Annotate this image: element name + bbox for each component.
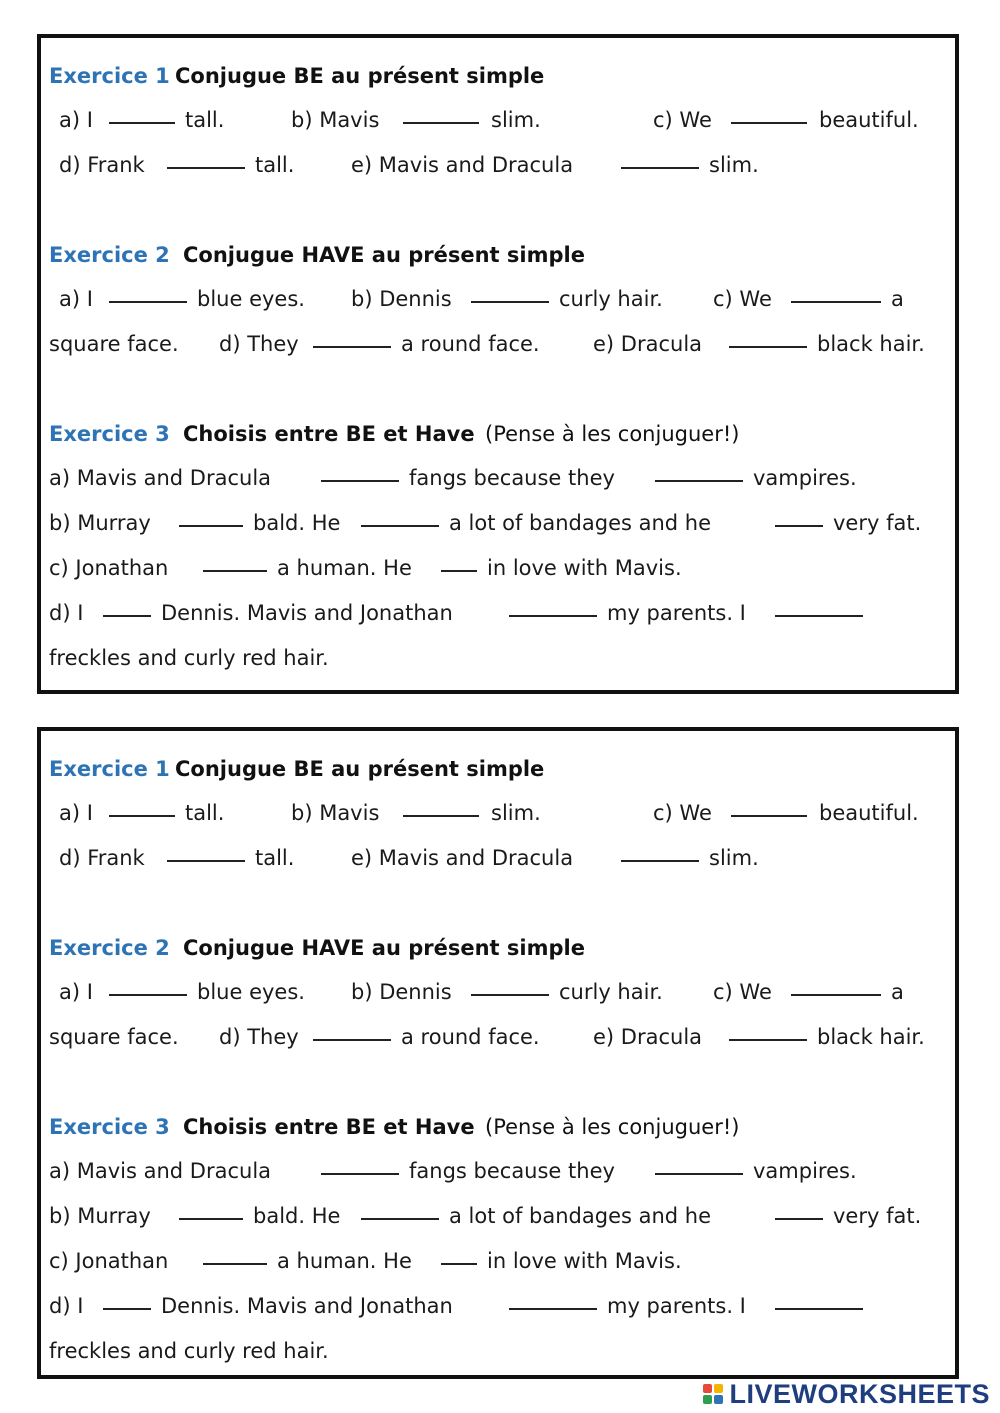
prompt-text: e) Dracula [593, 1025, 703, 1049]
prompt-text: a) Mavis and Dracula [49, 466, 272, 490]
answer-blank[interactable] [313, 1021, 391, 1041]
prompt-text: tall. [185, 108, 225, 132]
answer-blank[interactable] [441, 1245, 477, 1265]
exercise-3-heading [49, 1111, 947, 1143]
prompt-text: d) Frank [59, 846, 145, 870]
prompt-text: freckles and curly red hair. [49, 646, 329, 670]
answer-blank[interactable] [775, 1290, 863, 1310]
answer-blank[interactable] [167, 149, 245, 169]
prompt-text: freckles and curly red hair. [49, 1339, 329, 1363]
exercise-2-label: Exercice 2 [49, 936, 170, 960]
exercise-2-heading [49, 239, 947, 271]
answer-blank[interactable] [775, 1200, 823, 1220]
answer-blank[interactable] [179, 507, 243, 527]
liveworksheets-brand: LIVEWORKSHEETS [729, 1378, 990, 1409]
prompt-text: d) I [49, 601, 84, 625]
answer-blank[interactable] [621, 149, 699, 169]
answer-blank[interactable] [403, 797, 479, 817]
prompt-text: beautiful. [819, 801, 919, 825]
prompt-text: fangs because they [409, 466, 615, 490]
prompt-text: e) Dracula [593, 332, 703, 356]
prompt-text: a human. He [277, 556, 412, 580]
answer-blank[interactable] [729, 1021, 807, 1041]
exercise-1-line-1 [49, 797, 947, 829]
prompt-text: a human. He [277, 1249, 412, 1273]
exercise-3-title: Choisis entre BE et Have [183, 1115, 475, 1139]
answer-blank[interactable] [361, 1200, 439, 1220]
exercise-3-heading [49, 418, 947, 450]
answer-blank[interactable] [729, 328, 807, 348]
answer-blank[interactable] [321, 1155, 399, 1175]
prompt-text: vampires. [753, 1159, 857, 1183]
prompt-text: blue eyes. [197, 980, 305, 1004]
answer-blank[interactable] [109, 283, 187, 303]
prompt-text: black hair. [817, 1025, 925, 1049]
exercise-3-note: (Pense à les conjuguer!) [485, 1115, 740, 1139]
prompt-text: b) Mavis [291, 108, 380, 132]
prompt-text: vampires. [753, 466, 857, 490]
prompt-text: a lot of bandages and he [449, 511, 712, 535]
exercise-3-line-a [49, 1155, 947, 1187]
exercise-2-title: Conjugue HAVE au présent simple [183, 936, 585, 960]
prompt-text: blue eyes. [197, 287, 305, 311]
prompt-text: tall. [255, 846, 295, 870]
prompt-text: very fat. [833, 511, 922, 535]
exercise-3-line-b [49, 507, 947, 539]
exercise-1-label: Exercice 1 [49, 64, 170, 88]
exercise-2-line-2 [49, 1021, 947, 1053]
prompt-text: a) I [59, 801, 93, 825]
answer-blank[interactable] [791, 976, 881, 996]
prompt-text: c) Jonathan [49, 556, 169, 580]
exercise-3-note: (Pense à les conjuguer!) [485, 422, 740, 446]
answer-blank[interactable] [621, 842, 699, 862]
prompt-text: c) We [653, 108, 712, 132]
prompt-text: black hair. [817, 332, 925, 356]
exercise-1-heading [49, 60, 947, 92]
logo-square-icon [714, 1395, 723, 1404]
exercise-2-title: Conjugue HAVE au présent simple [183, 243, 585, 267]
prompt-text: e) Mavis and Dracula [351, 846, 574, 870]
prompt-text: fangs because they [409, 1159, 615, 1183]
exercise-2-line-2 [49, 328, 947, 360]
prompt-text: a) I [59, 287, 93, 311]
prompt-text: c) Jonathan [49, 1249, 169, 1273]
answer-blank[interactable] [313, 328, 391, 348]
prompt-text: c) We [713, 287, 772, 311]
logo-square-icon [703, 1395, 712, 1404]
answer-blank[interactable] [167, 842, 245, 862]
prompt-text: d) Frank [59, 153, 145, 177]
answer-blank[interactable] [103, 597, 151, 617]
exercise-3-label: Exercice 3 [49, 1115, 170, 1139]
prompt-text: slim. [491, 801, 541, 825]
prompt-text: d) They [219, 332, 299, 356]
answer-blank[interactable] [731, 104, 807, 124]
prompt-text: b) Murray [49, 511, 151, 535]
answer-blank[interactable] [203, 552, 267, 572]
prompt-text: in love with Mavis. [487, 556, 682, 580]
prompt-text: b) Dennis [351, 287, 452, 311]
exercise-1-title: Conjugue BE au présent simple [175, 64, 545, 88]
exercise-3-line-e [49, 642, 947, 674]
exercise-1-line-2 [49, 842, 947, 874]
answer-blank[interactable] [403, 104, 479, 124]
prompt-text: d) I [49, 1294, 84, 1318]
prompt-text: bald. He [253, 1204, 341, 1228]
prompt-text: square face. [49, 1025, 179, 1049]
exercise-3-line-c [49, 1245, 947, 1277]
answer-blank[interactable] [109, 104, 175, 124]
exercise-3-line-e [49, 1335, 947, 1367]
answer-blank[interactable] [775, 507, 823, 527]
answer-blank[interactable] [109, 976, 187, 996]
prompt-text: my parents. I [607, 1294, 746, 1318]
prompt-text: a [891, 980, 904, 1004]
logo-square-icon [714, 1384, 723, 1393]
worksheet-card-1 [37, 34, 959, 694]
exercise-1-label: Exercice 1 [49, 757, 170, 781]
prompt-text: a) I [59, 980, 93, 1004]
exercise-2-heading [49, 932, 947, 964]
answer-blank[interactable] [103, 1290, 151, 1310]
answer-blank[interactable] [655, 1155, 743, 1175]
exercise-2-line-1 [49, 283, 947, 315]
prompt-text: curly hair. [559, 287, 663, 311]
answer-blank[interactable] [109, 797, 175, 817]
answer-blank[interactable] [775, 597, 863, 617]
prompt-text: tall. [255, 153, 295, 177]
prompt-text: e) Mavis and Dracula [351, 153, 574, 177]
exercise-3-line-d [49, 1290, 947, 1322]
answer-blank[interactable] [361, 507, 439, 527]
prompt-text: b) Murray [49, 1204, 151, 1228]
answer-blank[interactable] [471, 283, 549, 303]
answer-blank[interactable] [179, 1200, 243, 1220]
prompt-text: curly hair. [559, 980, 663, 1004]
answer-blank[interactable] [471, 976, 549, 996]
prompt-text: a) I [59, 108, 93, 132]
answer-blank[interactable] [655, 462, 743, 482]
exercise-3-line-c [49, 552, 947, 584]
exercise-3-line-a [49, 462, 947, 494]
prompt-text: b) Mavis [291, 801, 380, 825]
answer-blank[interactable] [203, 1245, 267, 1265]
exercise-1-title: Conjugue BE au présent simple [175, 757, 545, 781]
exercise-3-label: Exercice 3 [49, 422, 170, 446]
answer-blank[interactable] [441, 552, 477, 572]
liveworksheets-footer [703, 1378, 990, 1410]
exercise-3-line-b [49, 1200, 947, 1232]
prompt-text: tall. [185, 801, 225, 825]
prompt-text: Dennis. Mavis and Jonathan [161, 1294, 453, 1318]
prompt-text: c) We [653, 801, 712, 825]
worksheet-card-2 [37, 727, 959, 1379]
exercise-1-line-2 [49, 149, 947, 181]
prompt-text: a lot of bandages and he [449, 1204, 712, 1228]
prompt-text: b) Dennis [351, 980, 452, 1004]
prompt-text: my parents. I [607, 601, 746, 625]
prompt-text: slim. [491, 108, 541, 132]
logo-square-icon [703, 1384, 712, 1393]
answer-blank[interactable] [321, 462, 399, 482]
answer-blank[interactable] [509, 1290, 597, 1310]
prompt-text: beautiful. [819, 108, 919, 132]
exercise-3-line-d [49, 597, 947, 629]
prompt-text: slim. [709, 846, 759, 870]
prompt-text: bald. He [253, 511, 341, 535]
prompt-text: c) We [713, 980, 772, 1004]
exercise-1-heading [49, 753, 947, 785]
answer-blank[interactable] [791, 283, 881, 303]
prompt-text: a [891, 287, 904, 311]
prompt-text: a round face. [401, 332, 540, 356]
exercise-2-line-1 [49, 976, 947, 1008]
prompt-text: slim. [709, 153, 759, 177]
prompt-text: Dennis. Mavis and Jonathan [161, 601, 453, 625]
prompt-text: a) Mavis and Dracula [49, 1159, 272, 1183]
liveworksheets-logo-icon [703, 1384, 723, 1404]
answer-blank[interactable] [731, 797, 807, 817]
exercise-1-line-1 [49, 104, 947, 136]
prompt-text: in love with Mavis. [487, 1249, 682, 1273]
prompt-text: very fat. [833, 1204, 922, 1228]
exercise-3-title: Choisis entre BE et Have [183, 422, 475, 446]
exercise-2-label: Exercice 2 [49, 243, 170, 267]
prompt-text: d) They [219, 1025, 299, 1049]
prompt-text: a round face. [401, 1025, 540, 1049]
answer-blank[interactable] [509, 597, 597, 617]
prompt-text: square face. [49, 332, 179, 356]
